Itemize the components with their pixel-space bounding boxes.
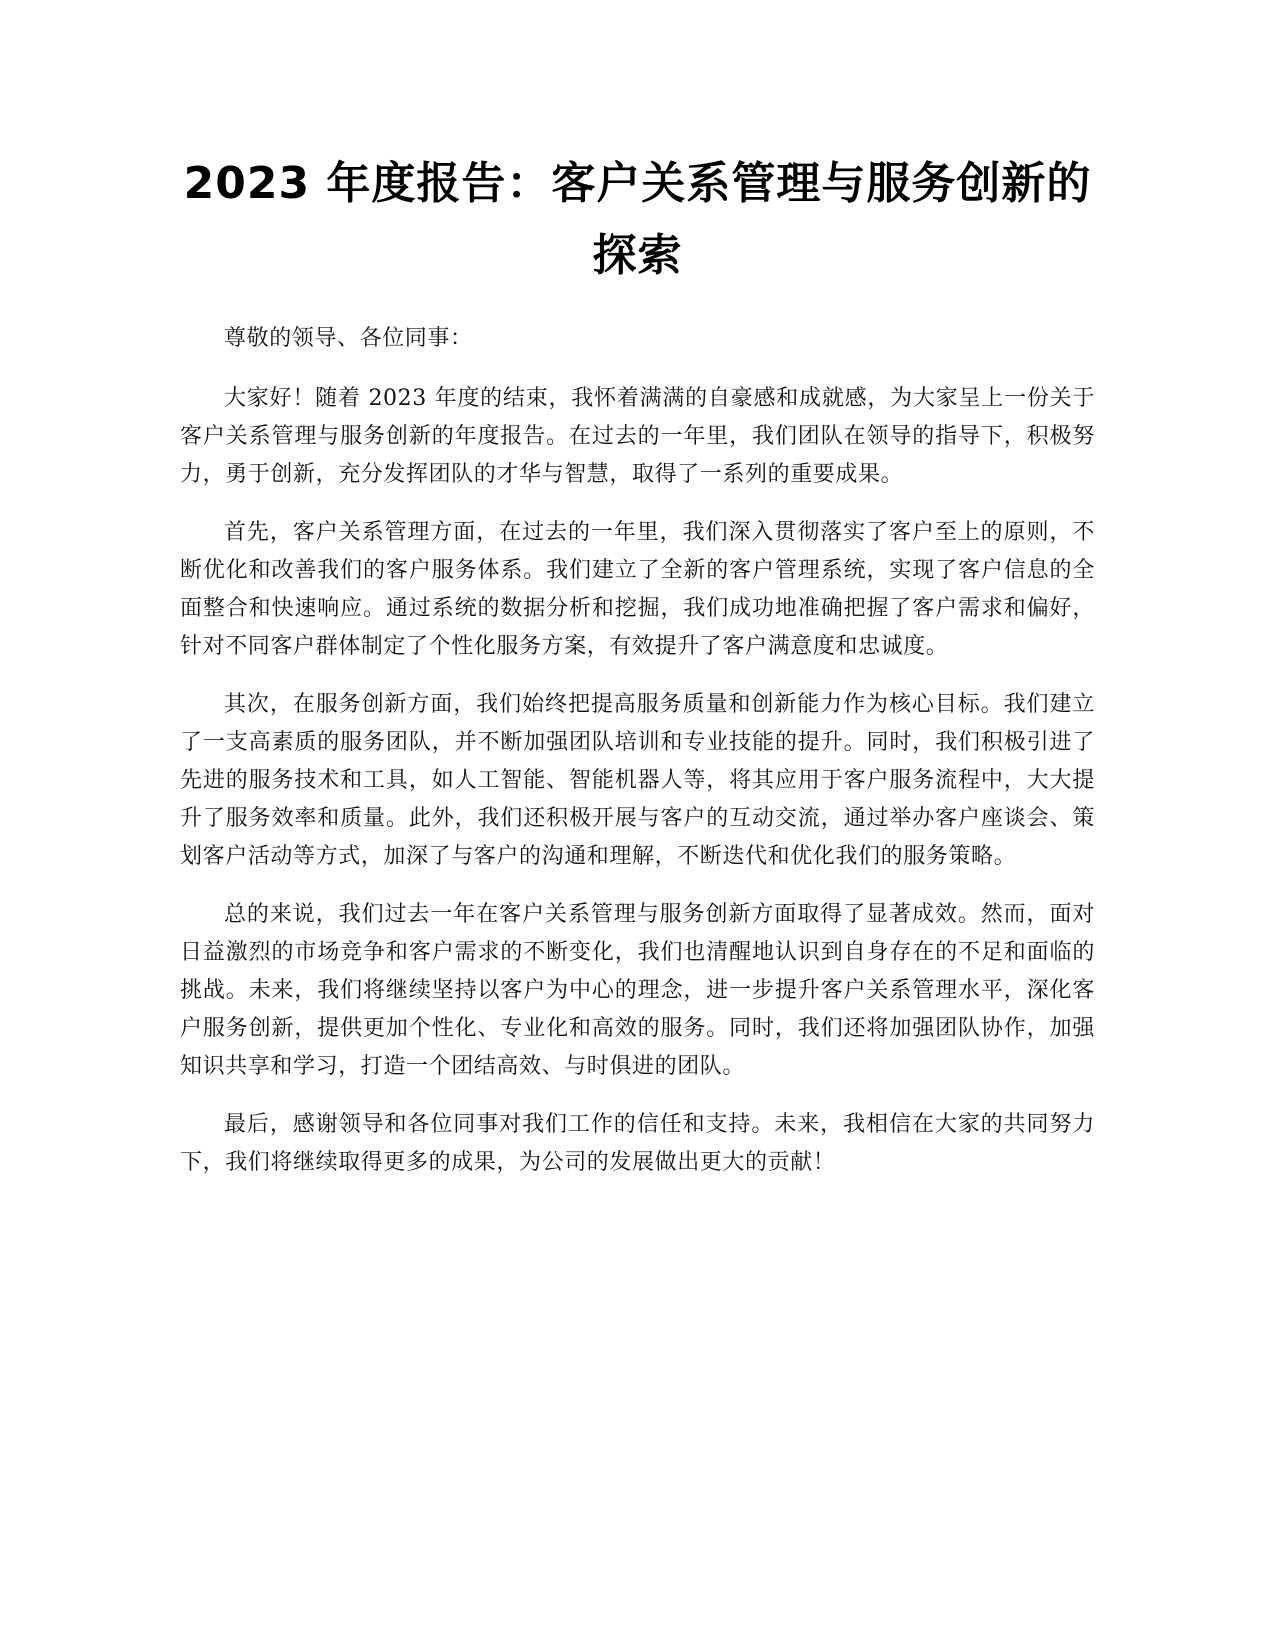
greeting: 尊敬的领导、各位同事： — [224, 326, 473, 351]
document-title — [180, 148, 1095, 292]
paragraph-intro: 大家好！随着 2023 年度的结束，我怀着满满的自豪感和成就感，为大家呈上一份关于客户关系管理与服务创新的年度报告。在过去的一年里，我们团队在领导的指导下，积极努力，勇于创新，充分发挥团队的才华与智慧，取得了一系列的重要成果。 — [180, 386, 1095, 487]
document-title-line-2: 探索 — [592, 230, 683, 281]
paragraph-closing: 最后，感谢领导和各位同事对我们工作的信任和支持。未来，我相信在大家的共同努力下，我们将继续取得更多的成果，为公司的发展做出更大的贡献！ — [180, 1112, 1095, 1175]
paragraph-crm: 首先，客户关系管理方面，在过去的一年里，我们深入贯彻落实了客户至上的原则，不断优化和改善我们的客户服务体系。我们建立了全新的客户管理系统，实现了客户信息的全面整合和快速响应。通过系统的数据分析和挖掘，我们成功地准确把握了客户需求和偏好，针对不同客户群体制定了个性化服务方案，有效提升了客户满意度和忠诚度。 — [180, 520, 1095, 659]
paragraph-summary: 总的来说，我们过去一年在客户关系管理与服务创新方面取得了显著成效。然而，面对日益激烈的市场竞争和客户需求的不断变化，我们也清醒地认识到自身存在的不足和面临的挑战。未来，我们将继续坚持以客户为中心的理念，进一步提升客户关系管理水平，深化客户服务创新，提供更加个性化、专业化和高效的服务。同时，我们还将加强团队协作，加强知识共享和学习，打造一个团结高效、与时俱进的团队。 — [180, 902, 1095, 1079]
document-title-line-1: 2023 年度报告：客户关系管理与服务创新的 — [183, 158, 1092, 209]
document-body — [180, 320, 1095, 1182]
paragraph-service-innovation: 其次，在服务创新方面，我们始终把提高服务质量和创新能力作为核心目标。我们建立了一支高素质的服务团队，并不断加强团队培训和专业技能的提升。同时，我们积极引进了先进的服务技术和工具，如人工智能、智能机器人等，将其应用于客户服务流程中，大大提升了服务效率和质量。此外，我们还积极开展与客户的互动交流，通过举办客户座谈会、策划客户活动等方式，加深了与客户的沟通和理解，不断迭代和优化我们的服务策略。 — [180, 692, 1095, 869]
